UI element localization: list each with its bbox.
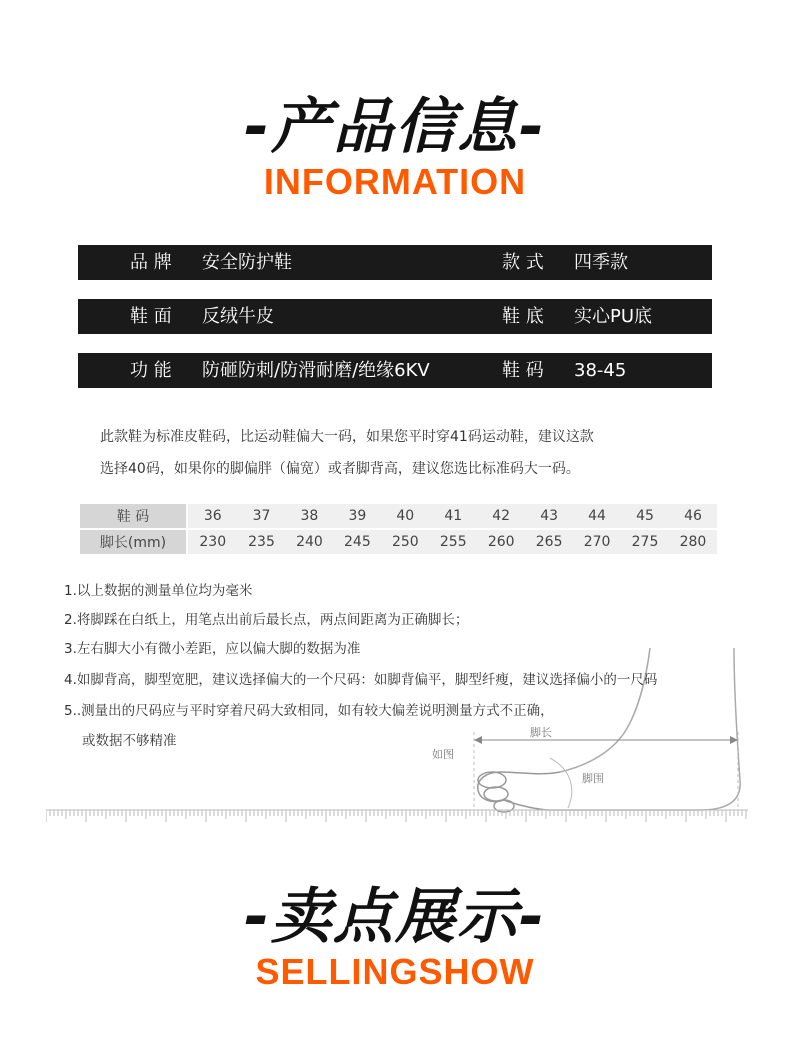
- spec-label: 鞋 面: [130, 306, 172, 327]
- spec-bar-brand: [78, 245, 712, 280]
- size-row-label: 鞋 码: [80, 504, 186, 528]
- spec-label: 鞋 码: [502, 360, 544, 381]
- length-cell: 255: [429, 530, 477, 554]
- spec-value: 安全防护鞋: [202, 252, 292, 273]
- size-cell: 45: [621, 504, 669, 528]
- spec-bar-upper: [78, 299, 712, 334]
- length-cell: 245: [333, 530, 381, 554]
- length-cell: 250: [381, 530, 429, 554]
- length-cell: 235: [238, 530, 286, 554]
- length-cell: 275: [621, 530, 669, 554]
- selling-heading: [0, 882, 790, 992]
- size-note-line-1: 此款鞋为标准皮鞋码，比运动鞋偏大一码，如果您平时穿41码运动鞋，建议这款: [100, 429, 594, 445]
- length-cell: 280: [669, 530, 717, 554]
- length-cell: 260: [477, 530, 525, 554]
- rule-4: 4.如脚背高，脚型宽肥，建议选择偏大的一个尺码：如脚背偏平，脚型纤瘦，建议选择偏小的一尺码: [64, 672, 658, 688]
- spec-value: 四季款: [574, 252, 628, 273]
- spec-bar-function: [78, 353, 712, 388]
- rule-2: 2.将脚踩在白纸上，用笔点出前后最长点，两点间距离为正确脚长；: [64, 612, 469, 628]
- spec-value: 实心PU底: [574, 306, 653, 327]
- info-heading-en: INFORMATION: [263, 161, 527, 202]
- spec-label: 品 牌: [130, 252, 172, 273]
- spec-value: 反绒牛皮: [202, 306, 274, 327]
- foot-diagram-length-label: 脚长: [530, 726, 552, 739]
- selling-heading-en: SELLINGSHOW: [255, 951, 535, 992]
- length-cell: 230: [186, 530, 238, 554]
- ruler: [46, 808, 748, 824]
- size-note-line-2: 选择40码，如果你的脚偏胖（偏宽）或者脚背高，建议您选比标准码大一码。: [100, 461, 580, 477]
- size-cell: 37: [238, 504, 286, 528]
- rule-1: 1.以上数据的测量单位均为毫米: [64, 583, 253, 599]
- size-cell: 42: [477, 504, 525, 528]
- foot-diagram: [400, 640, 760, 815]
- size-cell: 44: [573, 504, 621, 528]
- size-cell: 40: [381, 504, 429, 528]
- foot-diagram-girth-label: 脚围: [582, 772, 604, 785]
- size-row: [80, 504, 717, 528]
- rule-3: 3.左右脚大小有微小差距，应以偏大脚的数据为准: [64, 641, 361, 657]
- length-row: [80, 530, 717, 554]
- size-table: [80, 502, 717, 556]
- spec-value: 38-45: [574, 360, 627, 381]
- rule-5: 5..测量出的尺码应与平时穿着尺码大致相同，如有较大偏差说明测量方式不正确，: [64, 703, 554, 719]
- foot-diagram-example-label: 如图: [432, 748, 454, 761]
- length-cell: 240: [285, 530, 333, 554]
- spec-label: 鞋 底: [502, 306, 544, 327]
- size-cell: 41: [429, 504, 477, 528]
- size-cell: 43: [525, 504, 573, 528]
- info-heading-cn: -产品信息-: [244, 92, 546, 162]
- spec-value: 防砸防刺/防滑耐磨/绝缘6KV: [202, 360, 430, 381]
- size-cell: 39: [333, 504, 381, 528]
- size-cell: 36: [186, 504, 238, 528]
- info-heading: [0, 92, 790, 202]
- size-cell: 46: [669, 504, 717, 528]
- rule-5-cont: 或数据不够精准: [82, 733, 177, 749]
- selling-heading-cn: -卖点展示-: [244, 882, 546, 952]
- spec-label: 款 式: [502, 252, 544, 273]
- length-cell: 265: [525, 530, 573, 554]
- length-cell: 270: [573, 530, 621, 554]
- size-cell: 38: [285, 504, 333, 528]
- length-row-label: 脚长(mm): [80, 530, 186, 554]
- spec-label: 功 能: [130, 360, 172, 381]
